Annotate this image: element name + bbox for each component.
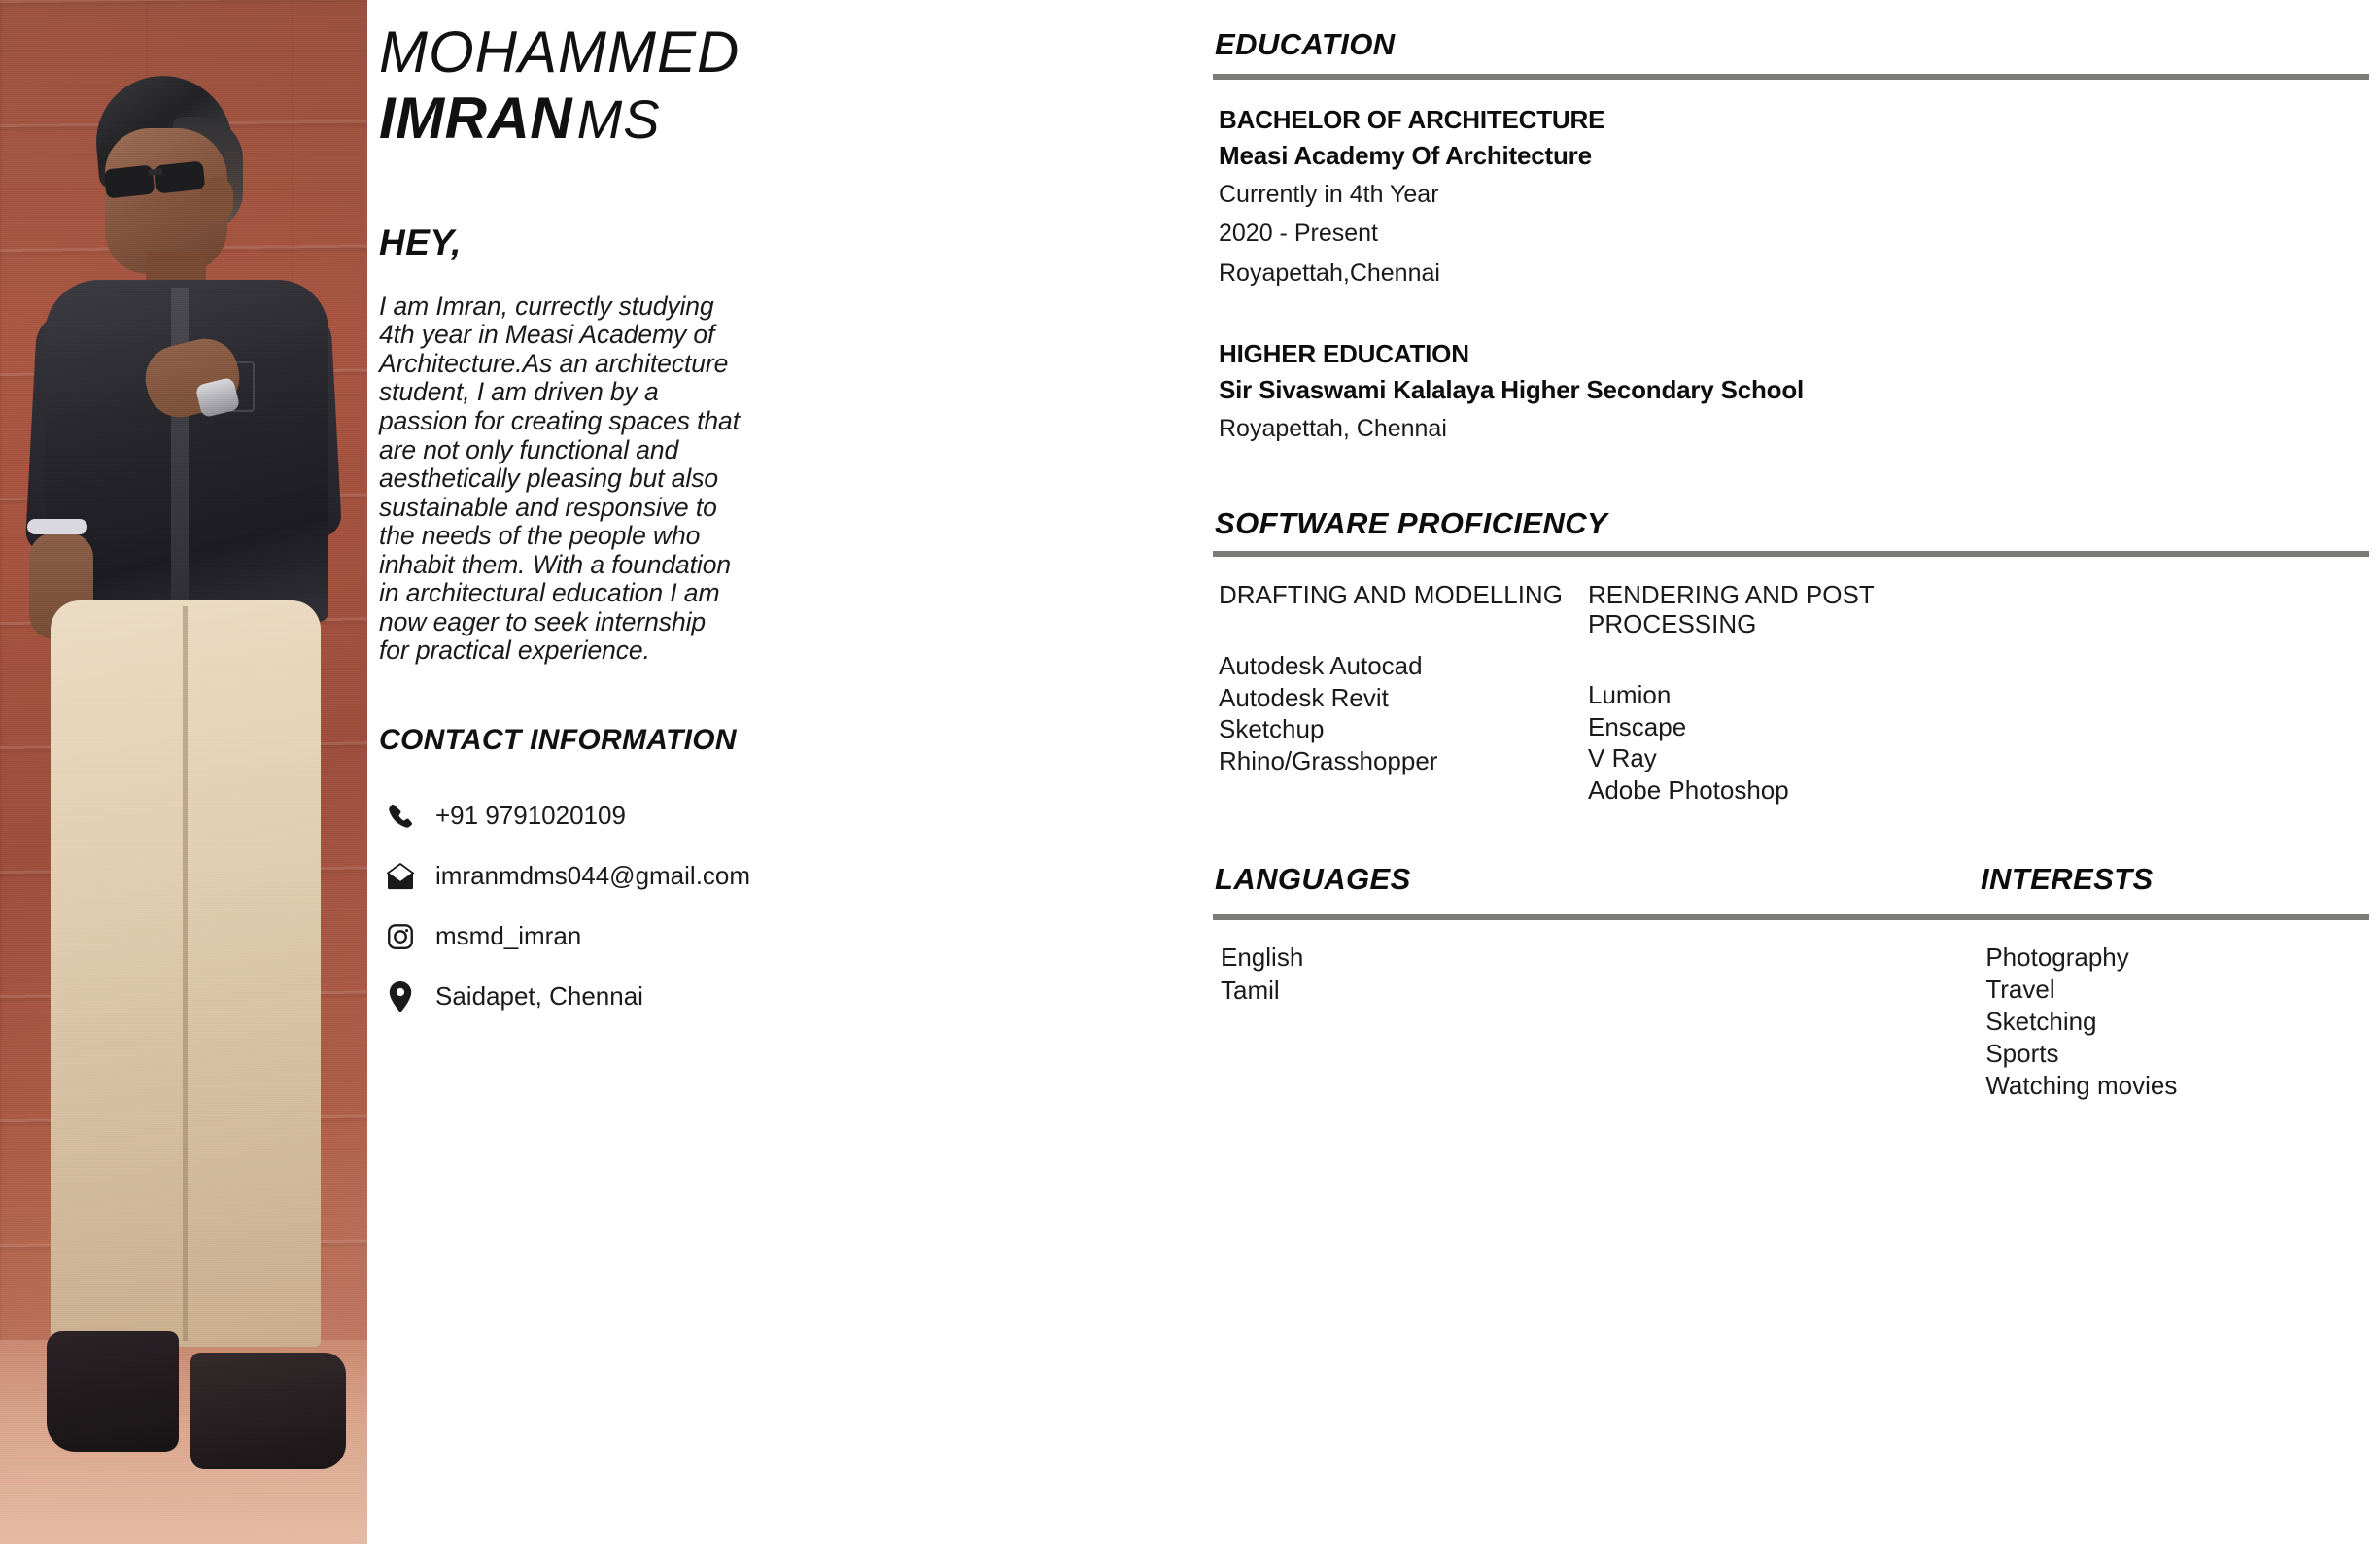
software-columns — [1213, 580, 2369, 806]
language-item: English — [1221, 943, 1304, 973]
location-value: Saidapet, Chennai — [435, 981, 643, 1012]
software-section-title: SOFTWARE PROFICIENCY — [1215, 506, 1608, 540]
education-location: Royapettah,Chennai — [1219, 258, 1440, 287]
languages-interests-divider — [1213, 914, 2369, 920]
instagram-value: msmd_imran — [435, 921, 582, 951]
phone-icon — [379, 802, 422, 831]
software-subtitle-drafting: DRAFTING AND MODELLING — [1219, 580, 1563, 609]
software-item: V Ray — [1588, 743, 1657, 773]
interest-item: Travel — [1985, 975, 2055, 1005]
interest-item: Watching movies — [1985, 1071, 2178, 1101]
last-name: IMRAN — [379, 85, 573, 151]
software-item: Lumion — [1588, 680, 1672, 710]
name-suffix: MS — [576, 87, 661, 150]
education-divider — [1213, 74, 2369, 80]
software-column-rendering — [1588, 580, 1996, 806]
software-list-rendering — [1588, 679, 1996, 806]
software-column-drafting — [1219, 580, 1588, 806]
software-item: Adobe Photoshop — [1588, 774, 1789, 805]
higher-education-label: HIGHER EDUCATION — [1219, 338, 1469, 368]
instagram-icon — [379, 922, 422, 951]
profile-photo — [0, 0, 367, 1544]
first-name: MOHAMMED — [379, 19, 741, 85]
contact-section-title: CONTACT INFORMATION — [379, 723, 737, 756]
photo-grain-overlay — [0, 0, 367, 1544]
education-degree: BACHELOR OF ARCHITECTURE — [1219, 105, 1605, 134]
interest-item: Sports — [1985, 1039, 2059, 1069]
education-entry-higher — [1219, 339, 2369, 444]
contact-phone-row[interactable] — [379, 786, 766, 846]
education-section-title: EDUCATION — [1215, 27, 1396, 61]
languages-interests-headings — [1213, 862, 2369, 905]
left-column — [379, 0, 766, 1544]
contact-email-row[interactable] — [379, 846, 766, 907]
education-status: Currently in 4th Year — [1219, 181, 1439, 208]
languages-section-title: LANGUAGES — [1215, 862, 1411, 897]
education-institution: Measi Academy Of Architecture — [1219, 141, 1592, 170]
email-value: imranmdms044@gmail.com — [435, 861, 751, 891]
software-item: Autodesk Autocad — [1219, 651, 1423, 681]
software-list-drafting — [1219, 650, 1588, 776]
software-subtitle-rendering: RENDERING AND POST PROCESSING — [1588, 580, 1875, 639]
software-divider — [1213, 551, 2369, 557]
email-icon — [379, 863, 422, 890]
location-pin-icon — [379, 981, 422, 1012]
higher-education-institution: Sir Sivaswami Kalalaya Higher Secondary School — [1219, 374, 1805, 404]
software-item: Rhino/Grasshopper — [1219, 745, 1438, 775]
greeting: HEY, — [379, 222, 462, 262]
education-entry-bachelor — [1219, 105, 2369, 289]
software-item: Sketchup — [1219, 714, 1325, 744]
phone-value: +91 9791020109 — [435, 801, 626, 831]
interest-item: Sketching — [1985, 1007, 2097, 1037]
languages-interests-columns — [1213, 942, 2369, 1102]
contact-instagram-row[interactable] — [379, 907, 766, 967]
right-column — [1213, 0, 2369, 1544]
interests-list — [1985, 942, 2369, 1102]
languages-list — [1221, 942, 1985, 1102]
contact-location-row[interactable] — [379, 967, 766, 1027]
bio-paragraph: I am Imran, currectly studying 4th year in Measi Academy of Architecture.As an architecture student, I am driven by a passion for creating spaces that are not only functional and aesthetically pleasing but also sustainable and responsive to the needs of the people who inhabit them. With a foundation in architectural education I am now eager to seek internship for practical experience. — [379, 291, 740, 666]
language-item: Tamil — [1221, 975, 1280, 1005]
contact-list — [379, 786, 766, 1027]
education-dates: 2020 - Present — [1219, 220, 1378, 248]
interests-section-title: INTERESTS — [1981, 862, 2154, 897]
name-line-two — [379, 86, 766, 151]
software-item: Autodesk Revit — [1219, 682, 1389, 712]
higher-education-location: Royapettah, Chennai — [1219, 414, 1447, 442]
software-item: Enscape — [1588, 711, 1687, 741]
interest-item: Photography — [1985, 943, 2129, 973]
